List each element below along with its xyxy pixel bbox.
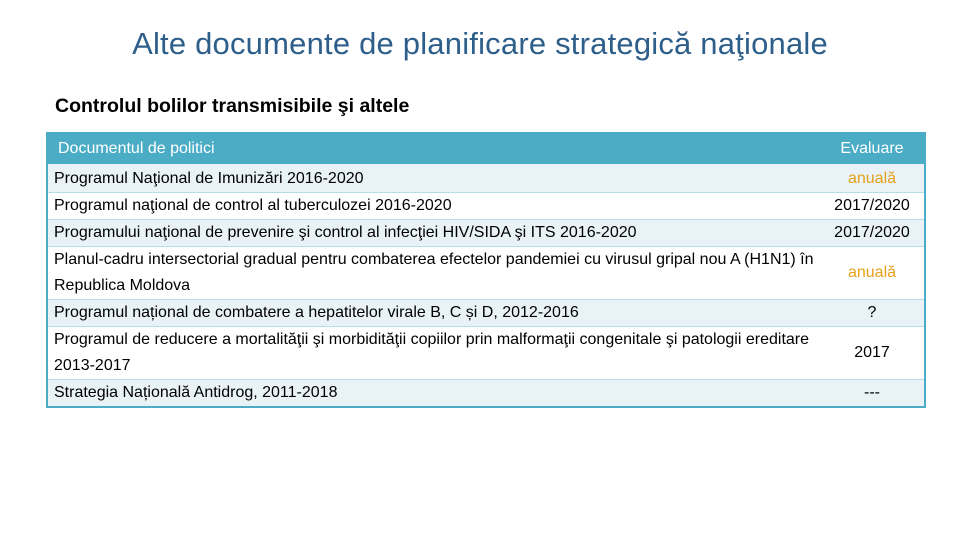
table-row (48, 193, 924, 220)
row-evaluation: anuală (820, 164, 924, 193)
table-row (48, 327, 924, 380)
row-evaluation: 2017 (820, 327, 924, 380)
table-header-row (48, 134, 924, 164)
slide-title: Alte documente de planificare strategică naţionale (132, 26, 828, 61)
row-evaluation: 2017/2020 (820, 220, 924, 247)
row-document: Programul de reducere a mortalităţii şi morbidităţii copiilor prin malformaţii congenitale şi patologii ereditare 2013-2017 (48, 327, 820, 380)
row-document: Programul naţional de control al tuberculozei 2016-2020 (48, 193, 820, 220)
table-row (48, 380, 924, 407)
table-row (48, 220, 924, 247)
row-evaluation: ? (820, 300, 924, 327)
row-document: Programul național de combatere a hepatitelor virale B, C și D, 2012-2016 (48, 300, 820, 327)
section-subtitle: Controlul bolilor transmisibile şi altele (55, 95, 410, 117)
header-document: Documentul de politici (48, 134, 820, 164)
row-document: Programul Naţional de Imunizări 2016-2020 (48, 164, 820, 193)
header-evaluation: Evaluare (820, 134, 924, 164)
policy-documents-table (46, 132, 926, 408)
table-row (48, 247, 924, 300)
row-document: Strategia Națională Antidrog, 2011-2018 (48, 380, 820, 407)
table-row (48, 300, 924, 327)
row-evaluation: --- (820, 380, 924, 407)
row-document: Programului naţional de prevenire şi control al infecţiei HIV/SIDA şi ITS 2016-2020 (48, 220, 820, 247)
table-row (48, 164, 924, 193)
row-evaluation: 2017/2020 (820, 193, 924, 220)
row-document: Planul-cadru intersectorial gradual pentru combaterea efectelor pandemiei cu virusul gripal nou A (H1N1) în Republica Moldova (48, 247, 820, 300)
row-evaluation: anuală (820, 247, 924, 300)
